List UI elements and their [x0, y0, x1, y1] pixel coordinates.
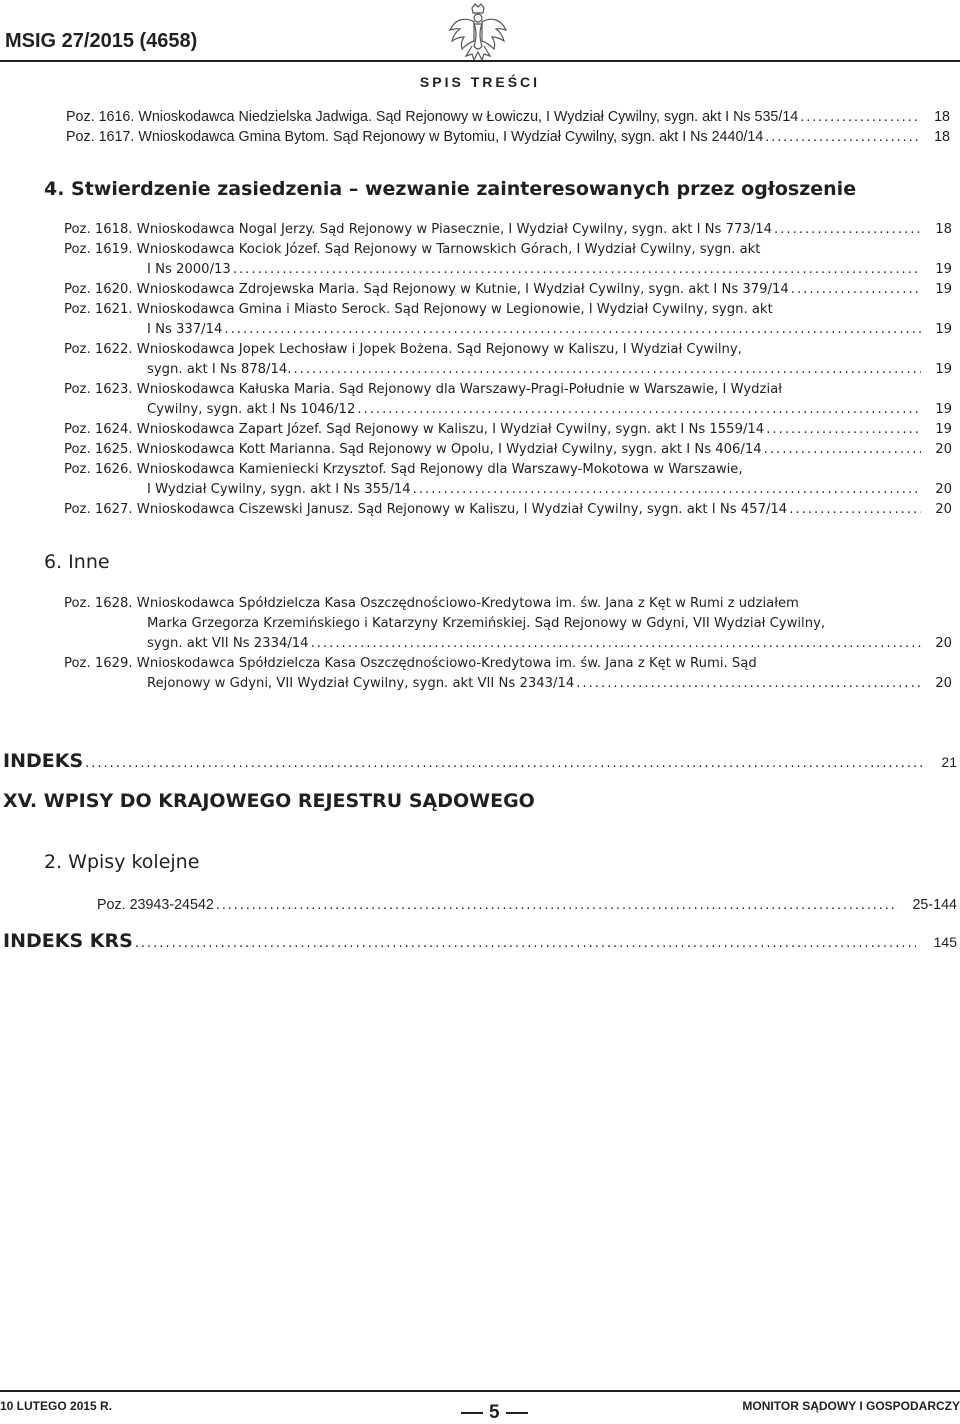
footer-page-number: 5: [489, 1402, 500, 1423]
footer-page: [455, 1402, 534, 1424]
dot-leader: [762, 440, 922, 460]
page-number: 18: [934, 109, 950, 125]
entry-text-line: Poz. 1625. Wnioskodawca Kott Marianna. Sąd Rejonowy w Opolu, I Wydział Cywilny, sygn. akt I Ns 406/14: [64, 442, 762, 457]
page-number: 20: [935, 482, 952, 497]
entry-text-line: I Wydział Cywilny, sygn. akt I Ns 355/14: [147, 482, 411, 497]
page-number: 19: [935, 282, 952, 297]
dot-leader: [309, 634, 922, 654]
dot-leader: [789, 280, 921, 300]
page-number: 18: [935, 222, 952, 237]
page-number: 21: [941, 754, 957, 770]
entry-text-line: Poz. 1618. Wnioskodawca Nogal Jerzy. Sąd Rejonowy w Piasecznie, I Wydział Cywilny, sygn. akt I Ns 773/14: [64, 222, 773, 237]
toc-entry[interactable]: [66, 127, 950, 147]
toc-entry[interactable]: [66, 107, 950, 127]
toc-entry[interactable]: [64, 594, 952, 654]
footer-publisher: MONITOR SĄDOWY I GOSPODARCZY: [742, 1399, 960, 1413]
dot-leader: [355, 400, 921, 420]
entry-text-line: I Ns 337/14: [147, 322, 223, 337]
entry-text-line: Poz. 1629. Wnioskodawca Spółdzielcza Kasa Oszczędnościowo-Kredytowa im. św. Jana z Kęt w Rumi. Sąd: [64, 656, 757, 671]
page-number: 20: [935, 636, 952, 651]
toc-entry[interactable]: [64, 440, 952, 460]
dot-leader: [574, 674, 921, 694]
entry-text: Poz. 1617. Wnioskodawca Gmina Bytom. Sąd Rejonowy w Bytomiu, I Wydział Cywilny, sygn. akt I Ns 2440/14: [66, 129, 764, 145]
dot-leader: [291, 360, 921, 380]
page-number: 19: [935, 262, 952, 277]
page-number: 25-144: [912, 897, 957, 913]
entry-text-line: sygn. akt VII Ns 2334/14: [147, 636, 309, 651]
page-number: 18: [934, 129, 950, 145]
entry-text-line: Poz. 1620. Wnioskodawca Zdrojewska Maria. Sąd Rejonowy w Kutnie, I Wydział Cywilny, sygn. akt I Ns 379/14: [64, 282, 789, 297]
dot-leader: [787, 500, 921, 520]
eagle-emblem-icon: [448, 2, 508, 64]
entry-text-line: I Ns 2000/13: [147, 262, 231, 277]
toc-entry[interactable]: [64, 240, 952, 280]
dot-leader: [763, 127, 920, 147]
section-6-title: 6. Inne: [44, 551, 110, 573]
toc-entry[interactable]: [64, 340, 952, 380]
dot-leader: [214, 895, 899, 915]
toc-entry[interactable]: [64, 380, 952, 420]
entry-text-line: Marka Grzegorza Krzemińskiego i Katarzyny Krzemińskiej. Sąd Rejonowy w Gdyni, VII Wydział Cywilny,: [147, 616, 826, 631]
dot-leader: [772, 220, 921, 240]
page-number: 19: [935, 322, 952, 337]
toc-entry[interactable]: [64, 280, 952, 300]
page-number: 20: [935, 442, 952, 457]
entry-text-line: Poz. 1624. Wnioskodawca Zapart Józef. Sąd Rejonowy w Kaliszu, I Wydział Cywilny, sygn. akt I Ns 1559/14: [64, 422, 765, 437]
entry-text: Poz. 23943-24542: [97, 897, 214, 913]
dash-left: [461, 1412, 483, 1414]
header-rule: [0, 60, 960, 62]
section-xv-title: XV. WPISY DO KRAJOWEGO REJESTRU SĄDOWEGO: [3, 790, 535, 812]
footer-date: 10 LUTEGO 2015 R.: [0, 1399, 113, 1413]
toc-entry[interactable]: [64, 654, 952, 694]
footer-rule: [0, 1390, 960, 1392]
page-number: 19: [935, 402, 952, 417]
indeks-krs-entry[interactable]: [3, 930, 957, 952]
dot-leader: [798, 107, 920, 127]
entry-text-line: Poz. 1626. Wnioskodawca Kamieniecki Krzysztof. Sąd Rejonowy dla Warszawy-Mokotowa w Warszawie,: [64, 462, 743, 477]
dot-leader: [83, 756, 923, 771]
entry-text-line: Rejonowy w Gdyni, VII Wydział Cywilny, sygn. akt VII Ns 2343/14: [147, 676, 575, 691]
toc-entry[interactable]: [64, 220, 952, 240]
dot-leader: [764, 420, 921, 440]
header-title: MSIG 27/2015 (4658): [5, 30, 198, 52]
entry-text-line: Poz. 1621. Wnioskodawca Gmina i Miasto Serock. Sąd Rejonowy w Legionowie, I Wydział Cywilny, sygn. akt: [64, 302, 773, 317]
toc-entry[interactable]: [97, 895, 957, 915]
entry-text: Poz. 1616. Wnioskodawca Niedzielska Jadwiga. Sąd Rejonowy w Łowiczu, I Wydział Cywilny, sygn. akt I Ns 535/14: [66, 109, 799, 125]
dot-leader: [222, 320, 921, 340]
dot-leader: [133, 936, 916, 951]
entry-text-line: Poz. 1628. Wnioskodawca Spółdzielcza Kasa Oszczędnościowo-Kredytowa im. św. Jana z Kęt w Rumi z udziałem: [64, 596, 799, 611]
toc-entry[interactable]: [64, 500, 952, 520]
dot-leader: [231, 260, 921, 280]
entry-text-line: Poz. 1622. Wnioskodawca Jopek Lechosław i Jopek Bożena. Sąd Rejonowy w Kaliszu, I Wydział Cywilny,: [64, 342, 742, 357]
toc-entry[interactable]: [64, 420, 952, 440]
toc-entry[interactable]: [64, 300, 952, 340]
entry-text-line: Cywilny, sygn. akt I Ns 1046/12: [147, 402, 356, 417]
entry-text-line: Poz. 1627. Wnioskodawca Ciszewski Janusz. Sąd Rejonowy w Kaliszu, I Wydział Cywilny, sygn. akt I Ns 457/14: [64, 502, 788, 517]
indeks-entry[interactable]: [3, 750, 957, 772]
dot-leader: [411, 480, 922, 500]
entry-text-line: sygn. akt I Ns 878/14.: [147, 362, 292, 377]
page-number: 145: [933, 934, 957, 950]
entry-text-line: Poz. 1623. Wnioskodawca Kałuska Maria. Sąd Rejonowy dla Warszawy-Pragi-Południe w Warszawie, I Wydział: [64, 382, 782, 397]
page-number: 19: [935, 362, 952, 377]
section-4-title: 4. Stwierdzenie zasiedzenia – wezwanie zainteresowanych przez ogłoszenie: [44, 178, 857, 200]
entry-text-line: Poz. 1619. Wnioskodawca Kociok Józef. Sąd Rejonowy w Tarnowskich Górach, I Wydział Cywilny, sygn. akt: [64, 242, 761, 257]
page-number: 20: [935, 676, 952, 691]
indeks-krs-label: INDEKS KRS: [3, 930, 133, 952]
dash-right: [506, 1412, 528, 1414]
toc-heading: SPIS TREŚCI: [419, 74, 541, 90]
toc-entry[interactable]: [64, 460, 952, 500]
page-number: 20: [935, 502, 952, 517]
section-2-title: 2. Wpisy kolejne: [44, 851, 200, 873]
page-number: 19: [935, 422, 952, 437]
indeks-label: INDEKS: [3, 750, 84, 772]
